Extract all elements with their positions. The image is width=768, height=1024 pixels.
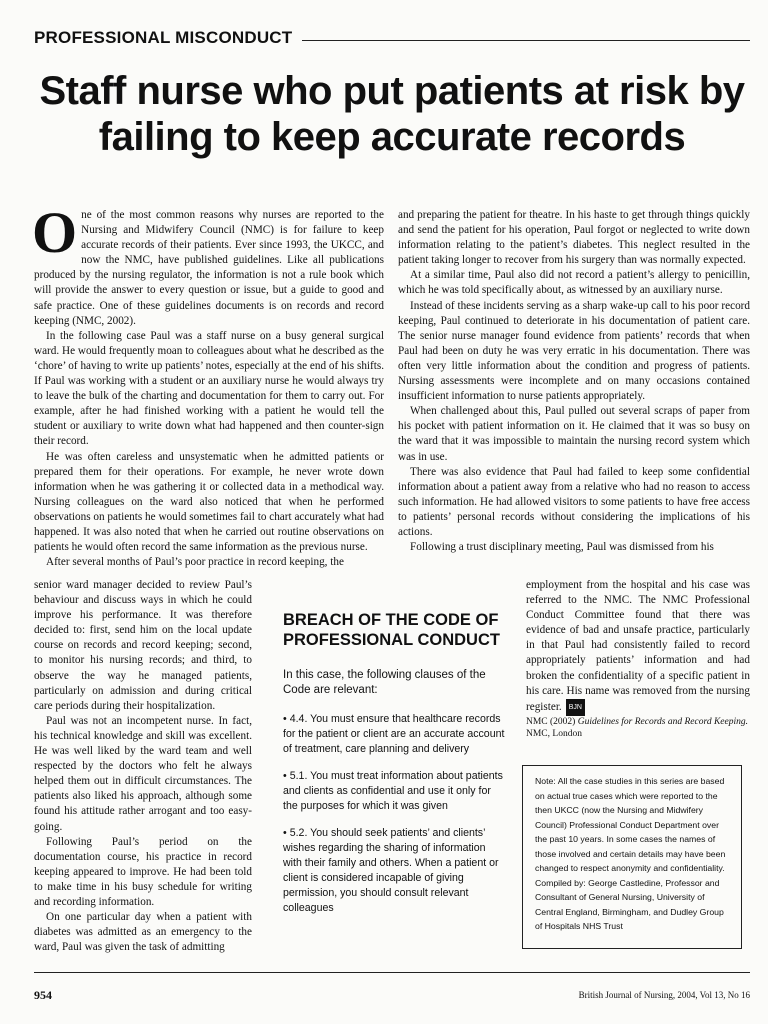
bullet-icon: • — [283, 770, 287, 782]
paragraph: On one particular day when a patient with diabetes was admitted as an emergency to the ward, Paul was given the task of admitting — [34, 911, 252, 954]
paragraph: Following a trust disciplinary meeting, Paul was dismissed from his — [410, 541, 714, 554]
paragraph: and preparing the patient for theatre. In his haste to get through things quickly and send the patient for his operation, Paul forgot or neglected to write down information relating to the patient’s diabetes. This neglect resulted in the patient taking longer to recover from his surgery than was normally expected. — [398, 209, 750, 267]
sidebar-intro: In this case, the following clauses of the Code are relevant: — [283, 669, 486, 696]
section-label: PROFESSIONAL MISCONDUCT — [34, 28, 300, 48]
paragraph: Following Paul’s period on the documentation course, his practice in record keeping appeared to improve. He had been told to make time in his busy schedule for writing and recording information. — [34, 835, 252, 908]
paragraph-text: employment from the hospital and his case was referred to the NMC. The NMC Professional Conduct Committee found that there was evidence of bad and unsafe practice, particularly in that Paul had consistently failed to record appropriately patients’ information and had broken the confidentiality of a specific patient in his care. His name was removed from the nursing register. — [526, 579, 750, 713]
bullet-icon: • — [283, 827, 287, 839]
article-column-1-lower — [34, 578, 252, 955]
article-column-2-lower — [526, 578, 750, 716]
clause-item — [283, 712, 505, 757]
reference-publisher: NMC, London — [526, 729, 582, 739]
paragraph: senior ward manager decided to review Paul’s behaviour and discuss ways in which he could improve his performance. It was therefore decided to: first, send him on the local update course on records and record keeping; second, to monitor his nursing records; and third, to observe the way he managed patients, particularly on admission and during critical care periods during their hospitalization. — [34, 579, 252, 712]
drop-cap: O — [32, 200, 78, 265]
paragraph-intro — [32, 200, 384, 329]
reference-title: Guidelines for Records and Record Keeping. — [577, 717, 748, 727]
clause-list — [283, 712, 505, 916]
clause-text: 5.2. You should seek patients’ and clients’ wishes regarding the sharing of information with their family and others. When a patient or client is considered incapable of giving permission, you should consult relevant colleagues — [283, 827, 499, 914]
clause-text: 5.1. You must treat information about patients and clients as confidential and use it only for the purposes for which it was given — [283, 770, 503, 812]
note-box: Note: All the case studies in this series are based on actual true cases which were reported to the then UKCC (now the Nursing and Midwifery Council) Professional Conduct Department over the past 10 years. In some cases the names of those involved and certain details may have been changed to respect anonymity and confidentiality. Compiled by: George Castledine, Professor and Consultant of General Nursing, University of Central England, Birmingham, and Dudley Group of Hospitals NHS Trust — [522, 765, 742, 949]
reference-authors: NMC (2002) — [526, 717, 576, 727]
paragraph: He was often careless and unsystematic when he admitted patients or prepared them for their operations. For example, he never wrote down information when he was gathering it or collected data in a methodical way. Nursing colleagues on the ward also noticed that when he performed observations on patients he would sometimes fail to chart accurately what had happened. It was also noted that when he carried out routine observations on patients he would often record the same information as the previous nurse. — [34, 450, 384, 554]
paragraph: In the following case Paul was a staff nurse on a busy general surgical ward. He would frequently moan to colleagues about what he described as the ‘chore’ of having to write up patients’ notes, especially at the end of his shifts. If Paul was working with a student or an auxiliary nurse he would always try to leave the bulk of the charting and documentation for them to carry out. For example, after he had finished working with a patient he would tell the student or auxiliary to write down what had happened and then counter-sign their record. — [34, 329, 384, 448]
reference — [526, 716, 752, 740]
bullet-icon: • — [283, 713, 287, 725]
paragraph: There was also evidence that Paul had failed to keep some confidential information about a patient away from a relative who had no reason to access such information. He had allowed visitors to some patients to have free access to patients’ personal records without considering the implications of his actions. — [398, 465, 750, 538]
paragraph: At a similar time, Paul also did not record a patient’s allergy to penicillin, which he was told specifically about, as witnessed by an auxiliary nurse. — [398, 269, 750, 297]
paragraph: Instead of these incidents serving as a sharp wake-up call to his poor record keeping, Paul continued to deteriorate in his documentation of patient care. The senior nurse manager found evidence from patients’ records that when Paul had been on duty he was very erratic in his documentation. There was often very little information about the condition and progress of patients. Nursing assessments were incomplete and on many occasions contained insufficient information to nurse patients appropriately. — [398, 299, 750, 403]
headline: Staff nurse who put patients at risk by failing to keep accurate records — [39, 69, 745, 159]
article-column-2 — [398, 208, 750, 555]
section-header — [34, 28, 750, 52]
journal-end-badge: BJN — [566, 699, 585, 716]
clause-text: 4.4. You must ensure that healthcare records for the patient or client are an accurate account of treatment, care planning and delivery — [283, 713, 505, 755]
clause-item — [283, 769, 505, 814]
article-column-1 — [32, 200, 384, 570]
paragraph-text: ne of the most common reasons why nurses are reported to the Nursing and Midwifery Council (NMC) is for failure to keep accurate records of their patients. Ever since 1993, the UKCC, and now the NMC, have published guidelines. Like all publications produced by the nursing regulator, the information is not a rule book which will provide the answer to every question or issue, but a guide to good and safe practice. One of these guidelines documents is on records and record keeping (NMC, 2002). — [34, 209, 384, 327]
sidebar-title: BREACH OF THE CODE OF PROFESSIONAL CONDUCT — [283, 611, 500, 649]
paragraph: When challenged about this, Paul pulled out several scraps of paper from his pocket with patient information on it. He claimed that it was so busy on the ward that it was impossible to maintain the nursing record system which was in use. — [398, 405, 750, 463]
footer-rule — [34, 972, 750, 973]
paragraph-closing — [526, 578, 750, 716]
clause-item — [283, 826, 505, 916]
paragraph: Paul was not an incompetent nurse. In fact, his technical knowledge and skill was excellent. He was well liked by the ward team and well respected by the doctors who felt he always helped them out in difficult circumstances. The patients also liked his approach, although some found his attitude rather arrogant and too easy-going. — [34, 714, 252, 833]
page-number: 954 — [34, 988, 52, 1002]
section-rule — [302, 40, 750, 41]
journal-citation: British Journal of Nursing, 2004, Vol 13, No 16 — [578, 990, 750, 1000]
paragraph: After several months of Paul’s poor practice in record keeping, the — [46, 556, 344, 569]
code-breach-sidebar — [283, 610, 505, 928]
